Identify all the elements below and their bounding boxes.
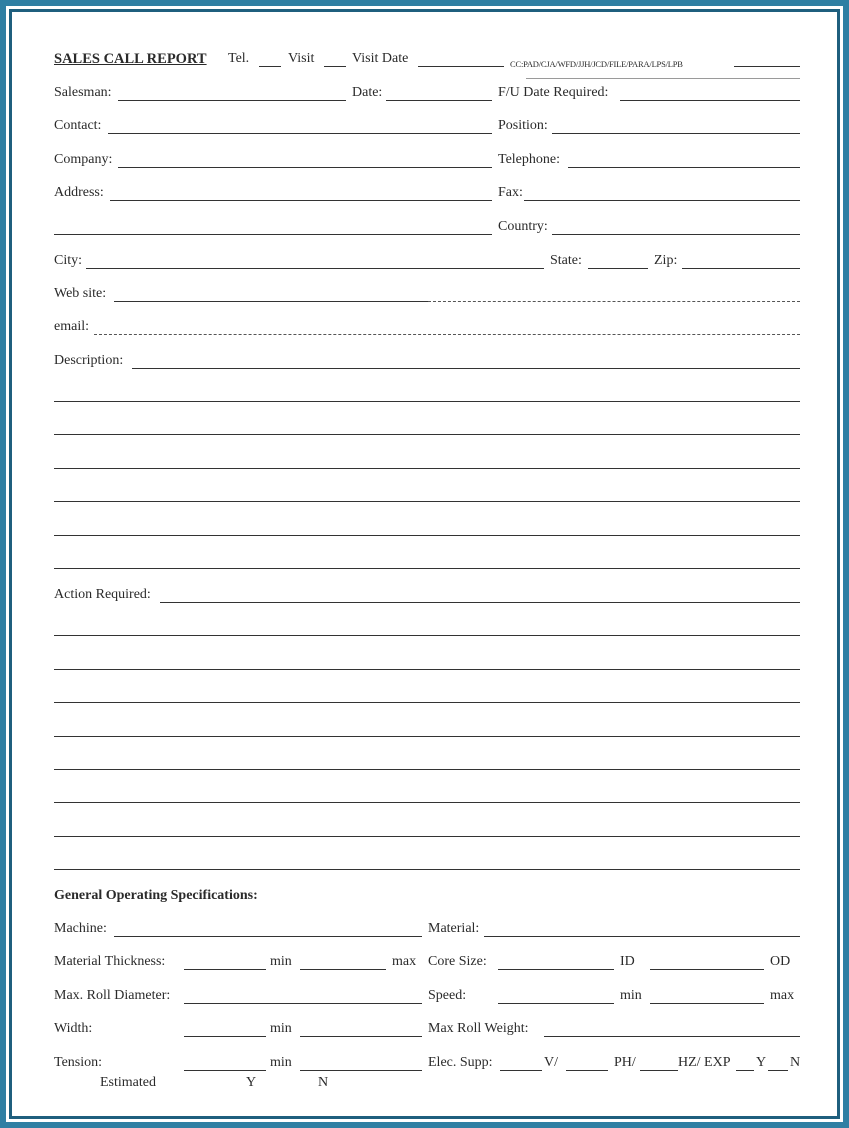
website-field-extension	[428, 301, 800, 302]
company-label: Company:	[54, 152, 113, 167]
speed-max-field[interactable]	[650, 1003, 764, 1004]
hz-field[interactable]	[640, 1070, 678, 1071]
salesman-field[interactable]	[118, 100, 346, 101]
thickness-label: Material Thickness:	[54, 954, 166, 969]
action-line[interactable]	[54, 769, 800, 770]
tension-label: Tension:	[54, 1055, 103, 1070]
action-line[interactable]	[54, 836, 800, 837]
visit-date-label: Visit Date	[352, 51, 409, 66]
sales-call-report-page	[14, 14, 835, 1114]
address-field-2[interactable]	[54, 234, 492, 235]
action-line[interactable]	[160, 602, 800, 603]
company-field[interactable]	[118, 167, 492, 168]
machine-field[interactable]	[114, 936, 422, 937]
core-size-label: Core Size:	[428, 954, 487, 969]
action-line[interactable]	[54, 669, 800, 670]
zip-field[interactable]	[682, 268, 800, 269]
action-required-label: Action Required:	[54, 587, 151, 602]
speed-label: Speed:	[428, 988, 467, 1003]
material-field[interactable]	[484, 936, 800, 937]
address-label: Address:	[54, 185, 104, 200]
visit-date-field[interactable]	[418, 66, 504, 67]
thickness-min-field[interactable]	[184, 969, 266, 970]
phase-label: PH/	[614, 1055, 636, 1070]
action-line[interactable]	[54, 736, 800, 737]
exp-n-label: N	[790, 1055, 801, 1070]
cc-list: CC:PAD/CJA/WFD/JJH/JCD/FILE/PARA/LPS/LPB	[510, 59, 683, 69]
date-label: Date:	[352, 85, 383, 100]
description-line[interactable]	[54, 535, 800, 536]
description-line[interactable]	[54, 401, 800, 402]
thickness-min-label: min	[270, 954, 292, 969]
website-field[interactable]	[114, 301, 428, 302]
max-roll-weight-label: Max Roll Weight:	[428, 1021, 529, 1036]
zip-label: Zip:	[654, 253, 678, 268]
tension-min-label: min	[270, 1055, 292, 1070]
country-label: Country:	[498, 219, 548, 234]
position-label: Position:	[498, 118, 548, 133]
specs-heading: General Operating Specifications:	[54, 888, 258, 903]
website-label: Web site:	[54, 286, 107, 301]
cc-underline	[526, 78, 800, 79]
contact-label: Contact:	[54, 118, 102, 133]
core-od-field[interactable]	[650, 969, 764, 970]
fu-date-field[interactable]	[620, 100, 800, 101]
email-label: email:	[54, 319, 89, 334]
action-line[interactable]	[54, 802, 800, 803]
description-label: Description:	[54, 353, 124, 368]
date-field[interactable]	[386, 100, 492, 101]
exp-n-field[interactable]	[768, 1070, 788, 1071]
elec-supp-label: Elec. Supp:	[428, 1055, 493, 1070]
contact-field[interactable]	[108, 133, 492, 134]
estimated-n-label: N	[318, 1075, 329, 1090]
width-max-field[interactable]	[300, 1036, 422, 1037]
city-label: City:	[54, 253, 83, 268]
state-label: State:	[550, 253, 582, 268]
tension-max-field[interactable]	[300, 1070, 422, 1071]
address-field-1[interactable]	[110, 200, 492, 201]
machine-label: Machine:	[54, 921, 107, 936]
tel-checkbox-line[interactable]	[259, 66, 281, 67]
fax-label: Fax:	[498, 185, 523, 200]
max-roll-weight-field[interactable]	[544, 1036, 800, 1037]
width-min-label: min	[270, 1021, 292, 1036]
action-line[interactable]	[54, 635, 800, 636]
description-line[interactable]	[54, 434, 800, 435]
telephone-field[interactable]	[568, 167, 800, 168]
fu-date-label: F/U Date Required:	[498, 85, 609, 100]
description-line[interactable]	[54, 501, 800, 502]
description-line[interactable]	[54, 468, 800, 469]
material-label: Material:	[428, 921, 480, 936]
core-id-label: ID	[620, 954, 635, 969]
tel-label: Tel.	[228, 51, 250, 66]
phase-field[interactable]	[566, 1070, 608, 1071]
speed-max-label: max	[770, 988, 795, 1003]
fax-field[interactable]	[524, 200, 800, 201]
state-field[interactable]	[588, 268, 648, 269]
telephone-label: Telephone:	[498, 152, 560, 167]
max-roll-diameter-field[interactable]	[184, 1003, 422, 1004]
report-title: SALES CALL REPORT	[54, 51, 207, 67]
exp-y-label: Y	[756, 1055, 767, 1070]
core-id-field[interactable]	[498, 969, 614, 970]
width-min-field[interactable]	[184, 1036, 266, 1037]
description-line[interactable]	[54, 568, 800, 569]
hz-exp-label: HZ/ EXP	[678, 1055, 731, 1070]
estimated-y-label: Y	[246, 1075, 257, 1090]
action-line[interactable]	[54, 869, 800, 870]
thickness-max-field[interactable]	[300, 969, 386, 970]
thickness-max-label: max	[392, 954, 417, 969]
visit-checkbox-line[interactable]	[324, 66, 346, 67]
exp-y-field[interactable]	[736, 1070, 754, 1071]
position-field[interactable]	[552, 133, 800, 134]
estimated-label: Estimated	[100, 1075, 156, 1090]
tension-min-field[interactable]	[184, 1070, 266, 1071]
email-field[interactable]	[94, 334, 800, 335]
width-label: Width:	[54, 1021, 93, 1036]
action-line[interactable]	[54, 702, 800, 703]
description-line[interactable]	[132, 368, 800, 369]
voltage-field[interactable]	[500, 1070, 542, 1071]
max-roll-diameter-label: Max. Roll Diameter:	[54, 988, 171, 1003]
visit-label: Visit	[288, 51, 315, 66]
country-field[interactable]	[552, 234, 800, 235]
salesman-label: Salesman:	[54, 85, 112, 100]
voltage-label: V/	[544, 1055, 558, 1070]
city-field[interactable]	[86, 268, 544, 269]
speed-min-label: min	[620, 988, 642, 1003]
cc-line	[734, 66, 800, 67]
core-od-label: OD	[770, 954, 791, 969]
speed-min-field[interactable]	[498, 1003, 614, 1004]
